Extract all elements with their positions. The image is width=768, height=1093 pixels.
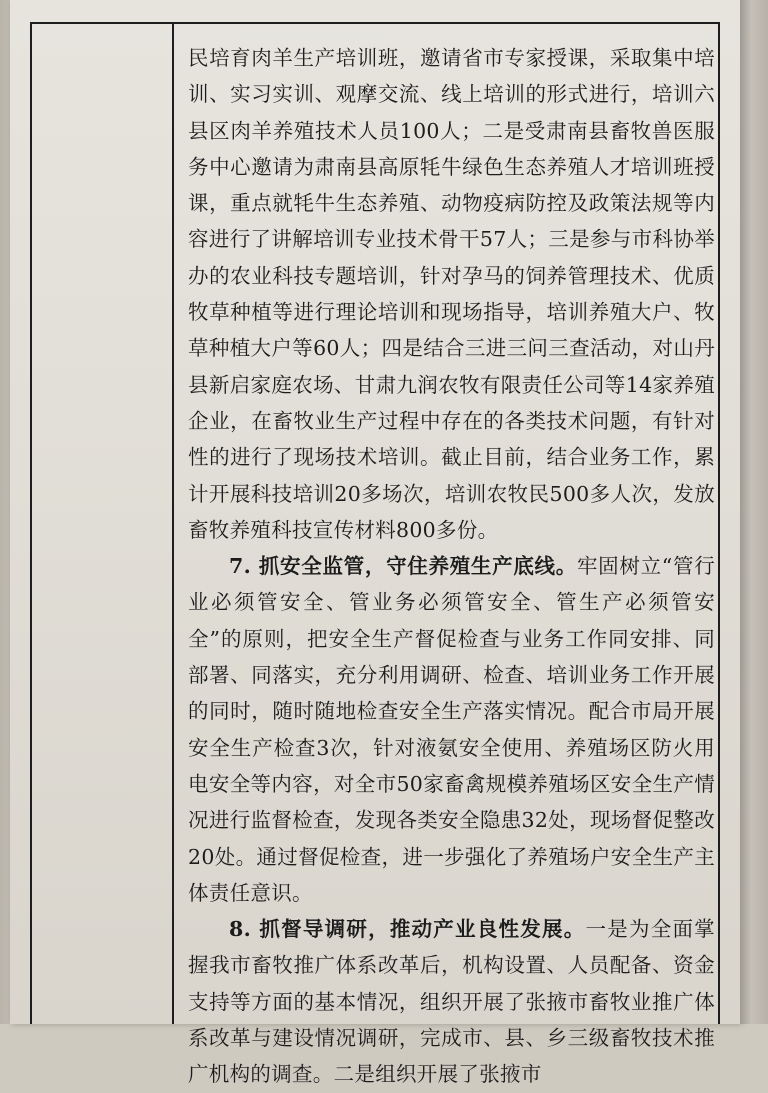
paragraph-section-7 [188, 548, 715, 911]
section-8-heading: 8. 抓督导调研，推动产业良性发展。 [229, 917, 586, 942]
next-page-edge [740, 0, 768, 1024]
paragraph-section-8 [188, 911, 715, 1092]
table-column-divider [172, 22, 174, 1024]
paragraph-continued: 民培育肉羊生产培训班，邀请省市专家授课，采取集中培训、实习实训、观摩交流、线上培训的形式进行，培训六县区肉羊养殖技术人员100人；二是受肃南县畜牧兽医服务中心邀请为肃南县高原牦牛绿色生态养殖人才培训班授课，重点就牦牛生态养殖、动物疫病防控及政策法规等内容进行了讲解培训专业技术骨干57人；三是参与市科协举办的农业科技专题培训，针对孕马的饲养管理技术、优质牧草种植等进行理论培训和现场指导，培训养殖大户、牧草种植大户等60人；四是结合三进三问三查活动，对山丹县新启家庭农场、甘肃九润农牧有限责任公司等14家养殖企业，在畜牧业生产过程中存在的各类技术问题，有针对性的进行了现场技术培训。截止目前，结合业务工作，累计开展科技培训20多场次，培训农牧民500多人次，发放畜牧养殖科技宣传材料800多份。 [188, 46, 715, 542]
section-7-body: 牢固树立“管行业必须管安全、管业务必须管安全、管生产必须管安全”的原则，把安全生产督促检查与业务工作同安排、同部署、同落实，充分利用调研、检查、培训业务工作开展的同时，随时随地检查安全生产落实情况。配合市局开展安全生产检查3次，针对液氨安全使用、养殖场区防火用电安全等内容，对全市50家畜禽规模养殖场区安全生产情况进行监督检查，发现各类安全隐患32处，现场督促整改20处。通过督促检查，进一步强化了养殖场户安全生产主体责任意识。 [188, 554, 715, 905]
section-7-heading: 7. 抓安全监管，守住养殖生产底线。 [229, 554, 577, 579]
table-cell-content [188, 40, 715, 1093]
section-8-body: 一是为全面掌握我市畜牧推广体系改革后，机构设置、人员配备、资金支持等方面的基本情况，组织开展了张掖市畜牧业推广体系改革与建设情况调研，完成市、县、乡三级畜牧技术推广机构的调查。二是组织开展了张掖市 [188, 917, 715, 1087]
